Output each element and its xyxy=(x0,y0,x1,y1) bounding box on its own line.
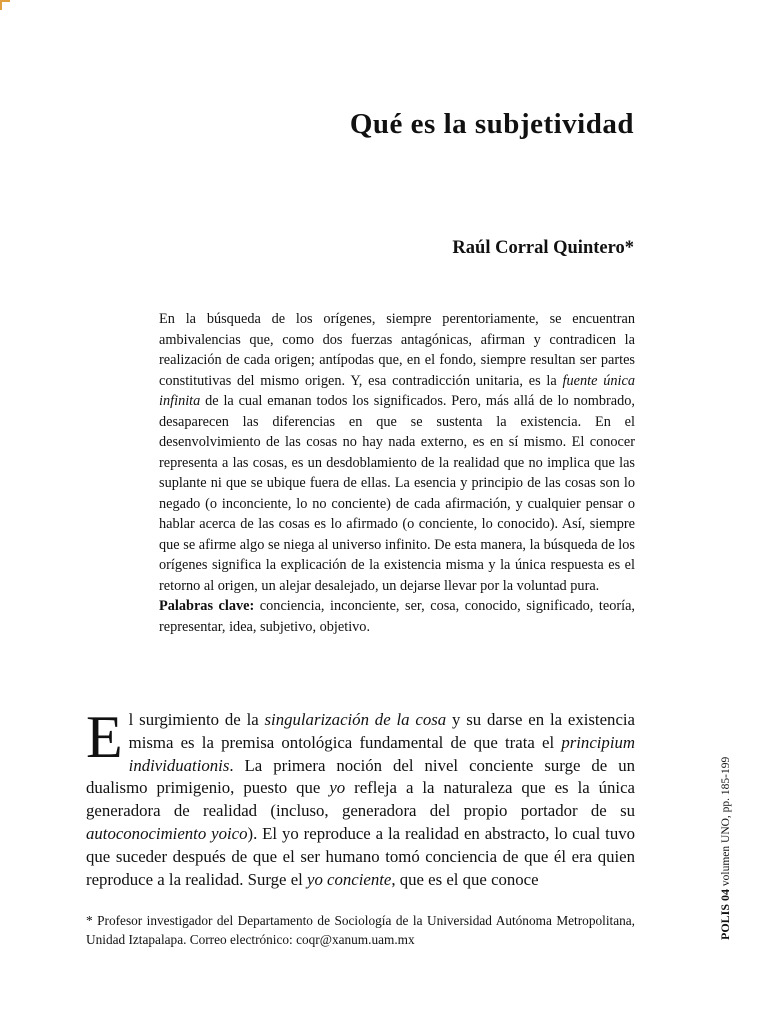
journal-side-reference xyxy=(718,757,733,940)
article-author: Raúl Corral Quintero* xyxy=(452,238,634,258)
abstract-emphasis: fuente única infinita xyxy=(159,372,635,409)
body-emphasis-4: autoconocimiento yoico xyxy=(86,823,248,843)
abstract-paragraph xyxy=(159,309,635,596)
journal-name: POLIS 04 xyxy=(718,888,732,940)
footnote: * Profesor investigador del Departamento de Sociología de la Universidad Autónoma Metropolitana, Unidad Iztapalapa. Correo electrónico: coqr@xanum.uam.mx xyxy=(86,913,635,947)
body-text-6: , que es el que conoce xyxy=(391,869,539,889)
keywords xyxy=(159,596,635,637)
body-text-3: . La primera noción del nivel conciente surge de un dualismo primigenio, puesto que xyxy=(86,755,635,798)
body-emphasis-1: singularización de la cosa xyxy=(264,710,447,729)
body-text-1: l surgimiento de la xyxy=(128,710,265,729)
body-emphasis-3: yo xyxy=(329,778,346,798)
journal-details: volumen UNO, pp. 185-199 xyxy=(720,756,732,887)
body-emphasis-2: principium individuationis xyxy=(128,732,635,775)
body-text-5: ). El yo reproduce a la realidad en abstracto, lo cual tuvo que suceder después de que el ser humano tomó conciencia de que él era quien reproduce a la realidad. Surge el xyxy=(86,823,635,889)
keywords-label: Palabras clave: xyxy=(159,598,255,614)
corner-crop-mark xyxy=(0,0,10,10)
body-emphasis-5: yo conciente xyxy=(307,869,392,889)
abstract xyxy=(159,309,635,637)
body-text-4: refleja a la naturaleza que es la única generadora de realidad (incluso, generadora del propio portador de su xyxy=(86,778,635,821)
keywords-list: conciencia, inconciente, ser, cosa, conocido, significado, teoría, representar, idea, subjetivo, objetivo. xyxy=(159,598,635,635)
abstract-text-2: de la cual emanan todos los significados. Pero, más allá de lo nombrado, desaparecen las diferencias en que se sustenta la existencia. En el desenvolvimiento de las cosas no hay nada externo, es en sí mismo. El conocer representa a las cosas, es un desdoblamiento de la realidad que no implica que las suplante ni que se ubique fuera de ellas. La esencia y principio de las cosas son lo negado (o inconciente, lo no conciente) de cada afirmación, y cualquier pensar o hablar acerca de las cosas es lo afirmado (o conciente, lo conocido). Así, siempre que se afirme algo se niega al universo infinito. De esta manera, la búsqueda de los orígenes significa la explicación de la existencia misma y la única respuesta es el retorno al origen, un alejar desalejado, un dejarse llevar por la voluntad pura. xyxy=(159,393,635,594)
body-paragraph xyxy=(86,704,635,891)
drop-cap: E xyxy=(86,704,123,770)
body-text-2: y su darse en la existencia misma es la premisa ontológica fundamental de que trata el xyxy=(128,710,635,752)
article-title: Qué es la subjetividad xyxy=(349,108,634,140)
abstract-text-1: En la búsqueda de los orígenes, siempre perentoriamente, se encuentran ambivalencias que, como dos fuerzas antagónicas, afirman y contradicen la realización de cada origen; antípodas que, en el fondo, siempre resultan ser partes constitutivas del mismo origen. Y, esa contradicción unitaria, es la xyxy=(159,311,635,389)
